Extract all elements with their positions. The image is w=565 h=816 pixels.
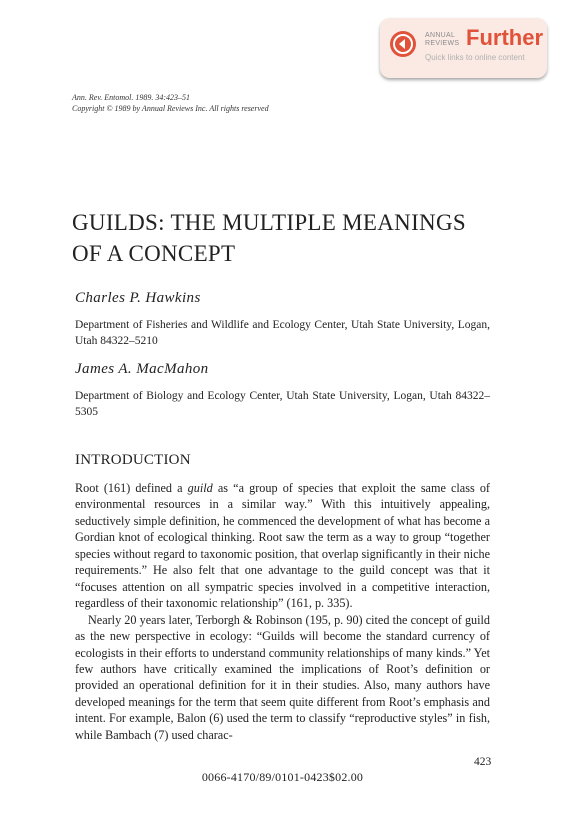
arrow-left-icon[interactable] <box>390 31 416 57</box>
author-name-2: James A. MacMahon <box>75 361 209 377</box>
paragraph-2: Nearly 20 years later, Terborgh & Robinson (195, p. 90) cited the concept of guild as the new perspective in ecology: “Guilds will become the standard currency of ecologists in their efforts to understand community relationships of many kinds.” Yet few authors have critically examined the implications of Root’s definition or provided an operational definition for it in their studies. Also, many authors have developed meanings for the term that seem quite different from Root’s emphasis and intent. For example, Balon (6) used the term to classify “reproductive styles” in fish, while Bambach (7) used charac- <box>75 612 490 742</box>
annual-label: ANNUAL <box>425 32 456 39</box>
paragraph-1-rest: as “a group of species that exploit the same class of environmental resources in a similar way.” With this intuitively appealing, seductively simple definition, he commenced the development of what has become a Gordian knot of ecological thinking. Root saw the term as a way to group “together species without regard to taxonomic position, that overlap significantly in their niche requirements.” He also felt that one advantage to the guild concept was that it “focuses attention on all sympatric species involved in a competitive interaction, regardless of their taxonomic relationship” (161, p. 335). <box>75 481 490 611</box>
quick-links-label: Quick links to online content <box>425 53 525 62</box>
body-text <box>75 480 490 743</box>
paragraph-1 <box>75 480 490 612</box>
title-line-1: GUILDS: THE MULTIPLE MEANINGS <box>72 210 466 235</box>
guild-term: guild <box>187 481 213 495</box>
reviews-label: REVIEWS <box>425 40 460 47</box>
footer-code: 0066-4170/89/0101-0423$02.00 <box>201 770 364 784</box>
author-name-1: Charles P. Hawkins <box>75 290 201 306</box>
article-title <box>72 207 466 269</box>
title-line-2: OF A CONCEPT <box>72 241 236 266</box>
journal-citation <box>72 92 269 114</box>
citation-line-2: Copyright © 1989 by Annual Reviews Inc. All rights reserved <box>72 104 269 113</box>
section-heading: INTRODUCTION <box>75 452 191 468</box>
further-badge[interactable] <box>380 18 547 78</box>
author-affiliation-1: Department of Fisheries and Wildlife and Ecology Center, Utah State University, Logan, Utah 84322–5210 <box>75 319 490 347</box>
author-affiliation-2: Department of Biology and Ecology Center, Utah State University, Logan, Utah 84322–5305 <box>75 390 490 418</box>
further-label: Further <box>466 25 543 50</box>
annual-reviews-logo-text <box>425 32 459 48</box>
citation-line-1: Ann. Rev. Entomol. 1989. 34:423–51 <box>72 93 191 102</box>
page-number: 423 <box>474 756 492 768</box>
paragraph-1-start: Root (161) defined a <box>75 481 188 495</box>
